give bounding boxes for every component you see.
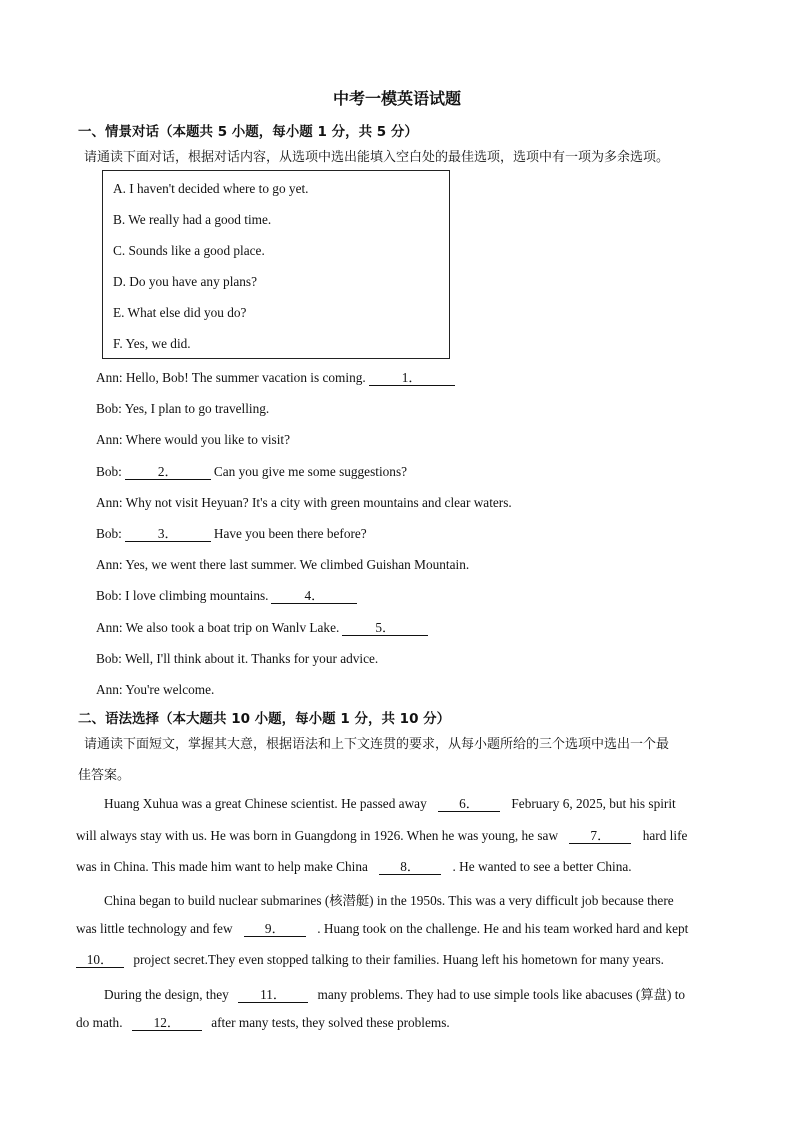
dialogue-line: Ann: We also took a boat trip on Wanlv Lake. 5． [96,620,431,636]
dialogue-line: Ann: You're welcome. [96,682,215,697]
section2-heading: 二、语法选择（本大题共 10 小题，每小题 1 分，共 10 分） [78,711,451,727]
options-box [102,170,450,359]
passage-line: was little technology and few 9． . Huang took on the challenge. He and his team worked hard and kept [76,921,689,936]
dialogue-line: Ann: Yes, we went there last summer. We climbed Guishan Mountain. [96,557,470,572]
dialogue-line: Ann: Where would you like to visit? [96,432,291,447]
answer-blank-3[interactable]: 3． [125,527,211,542]
passage-line: was in China. This made him want to help make China 8． . He wanted to see a better China. [76,859,632,874]
option-b: B. We really had a good time. [113,212,272,227]
answer-blank-8[interactable]: 8． [379,860,441,875]
passage-line: China began to build nuclear submarines (核潜艇) in the 1950s. This was a very difficult job because there [104,893,674,908]
option-f: F. Yes, we did. [113,336,191,351]
answer-blank-6[interactable]: 6． [438,797,500,812]
passage-line: Huang Xuhua was a great Chinese scientist. He passed away 6． February 6, 2025, but his spirit [104,796,676,811]
answer-blank-9[interactable]: 9． [244,922,306,937]
answer-blank-12[interactable]: 12． [132,1016,202,1031]
section1-instruction: 请通读下面对话，根据对话内容，从选项中选出能填入空白处的最佳选项，选项中有一项为多余选项。 [84,150,670,165]
section2-instruction-cont: 佳答案。 [78,768,131,783]
dialogue-line: Bob: Yes, I plan to go travelling. [96,401,270,416]
option-e: E. What else did you do? [113,305,247,320]
section1-heading: 一、情景对话（本题共 5 小题，每小题 1 分，共 5 分） [78,124,418,140]
answer-blank-5[interactable]: 5． [342,621,428,636]
answer-blank-4[interactable]: 4． [271,589,357,604]
passage-line: 10． project secret.They even stopped talking to their families. Huang left his hometown for many years. [76,952,664,968]
dialogue-line: Bob: 3． Have you been there before? [96,526,367,541]
dialogue-line: Ann: Hello, Bob! The summer vacation is coming. 1． [96,370,458,386]
page-title: 中考一模英语试题 [332,89,461,108]
passage-line: do math. 12． after many tests, they solved these problems. [76,1015,450,1030]
answer-blank-10[interactable]: 10． [76,953,124,968]
passage-line: During the design, they 11． many problems. They had to use simple tools like abacuses (算盘) to [104,987,686,1002]
answer-blank-2[interactable]: 2． [125,465,211,480]
dialogue-line: Bob: 2． Can you give me some suggestions? [96,464,408,479]
option-d: D. Do you have any plans? [113,274,258,289]
dialogue-line: Bob: I love climbing mountains. 4． [96,588,360,604]
dialogue-line: Bob: Well, I'll think about it. Thanks for your advice. [96,651,379,666]
answer-blank-1[interactable]: 1． [369,371,455,386]
option-a: A. I haven't decided where to go yet. [113,181,309,196]
section2-instruction: 请通读下面短文，掌握其大意，根据语法和上下文连贯的要求，从每小题所给的三个选项中选出一个最 [84,737,670,752]
dialogue-line: Ann: Why not visit Heyuan? It's a city with green mountains and clear waters. [96,495,512,510]
option-c: C. Sounds like a good place. [113,243,265,258]
answer-blank-7[interactable]: 7． [569,829,631,844]
answer-blank-11[interactable]: 11． [238,988,308,1003]
passage-line: will always stay with us. He was born in Guangdong in 1926. When he was young, he saw 7． hard life [76,828,688,843]
